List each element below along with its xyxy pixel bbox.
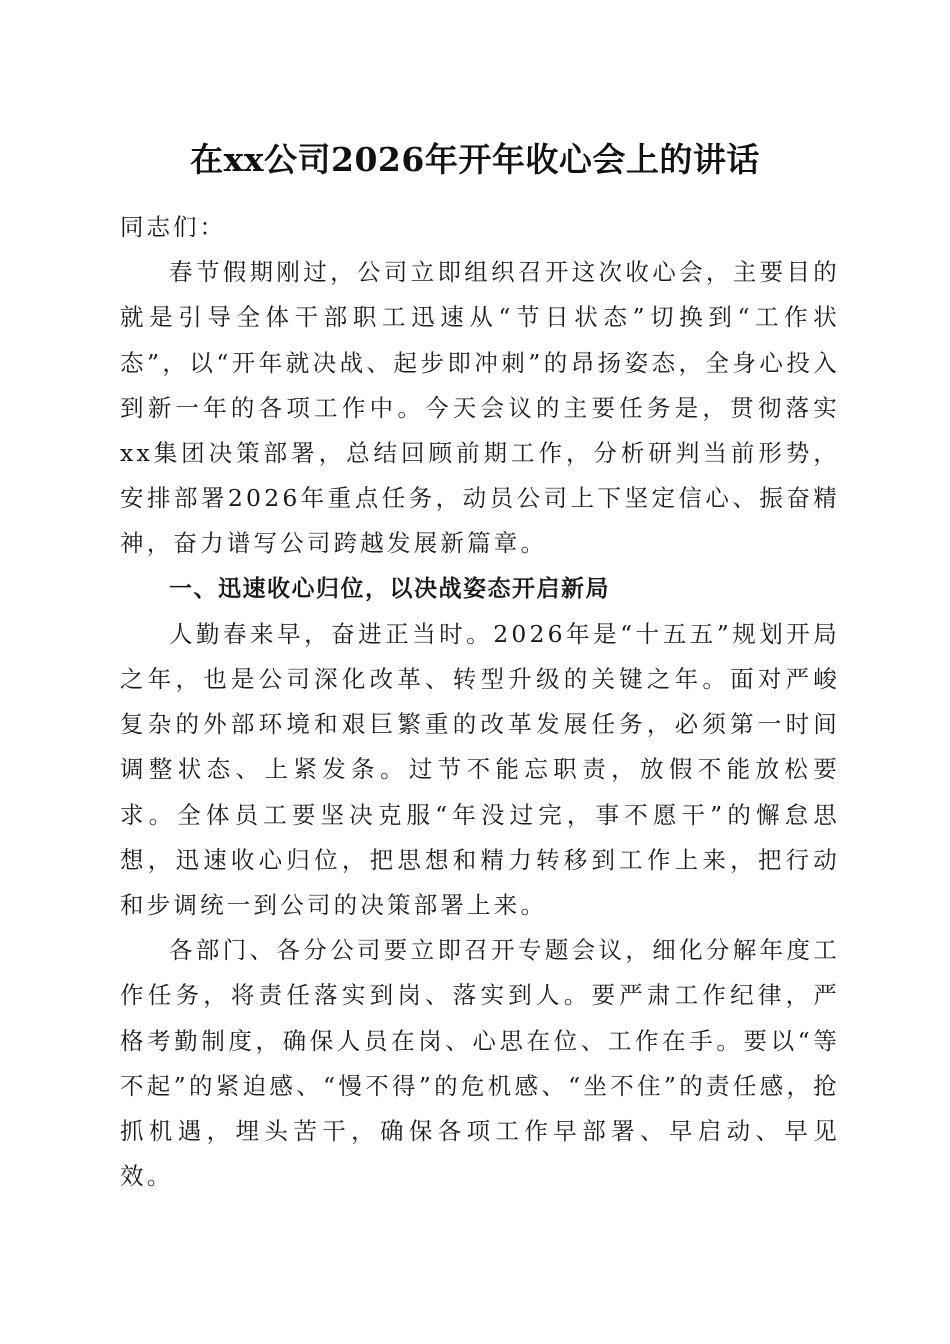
salutation: 同志们： — [120, 213, 226, 241]
paragraph-section1-1: 人勤春来早，奋进正当时。2026年是“十五五”规划开局之年，也是公司深化改革、转型升级的关键之年。面对严峻复杂的外部环境和艰巨繁重的改革发展任务，必须第一时间调整状态、上紧发条。过节不能忘职责，放假不能放松要求。全体员工要坚决克服“年没过完，事不愿干”的懈怠思想，迅速收心归位，把思想和精力转移到工作上来，把行动和步调统一到公司的决策部署上来。 — [120, 619, 840, 920]
document-body — [120, 205, 840, 1199]
document-title: 在xx公司2026年开年收心会上的讲话 — [190, 140, 760, 179]
paragraph-intro: 春节假期刚过，公司立即组织召开这次收心会，主要目的就是引导全体干部职工迅速从“节日状态”切换到“工作状态”，以“开年就决战、起步即冲刺”的昂扬姿态，全身心投入到新一年的各项工作中。今天会议的主要任务是，贯彻落实xx集团决策部署，总结回顾前期工作，分析研判当前形势，安排部署2026年重点任务，动员公司上下坚定信心、振奋精神，奋力谱写公司跨越发展新篇章。 — [120, 258, 840, 558]
section-heading-1: 一、迅速收心归位，以决战姿态开启新局 — [169, 575, 610, 602]
paragraph-section1-2: 各部门、各分公司要立即召开专题会议，细化分解年度工作任务，将责任落实到岗、落实到人。要严肃工作纪律，严格考勤制度，确保人员在岗、心思在位、工作在手。要以“等不起”的紧迫感、“慢不得”的危机感、“坐不住”的责任感，抢抓机遇，埋头苦干，确保各项工作早部署、早启动、早见效。 — [120, 936, 840, 1191]
